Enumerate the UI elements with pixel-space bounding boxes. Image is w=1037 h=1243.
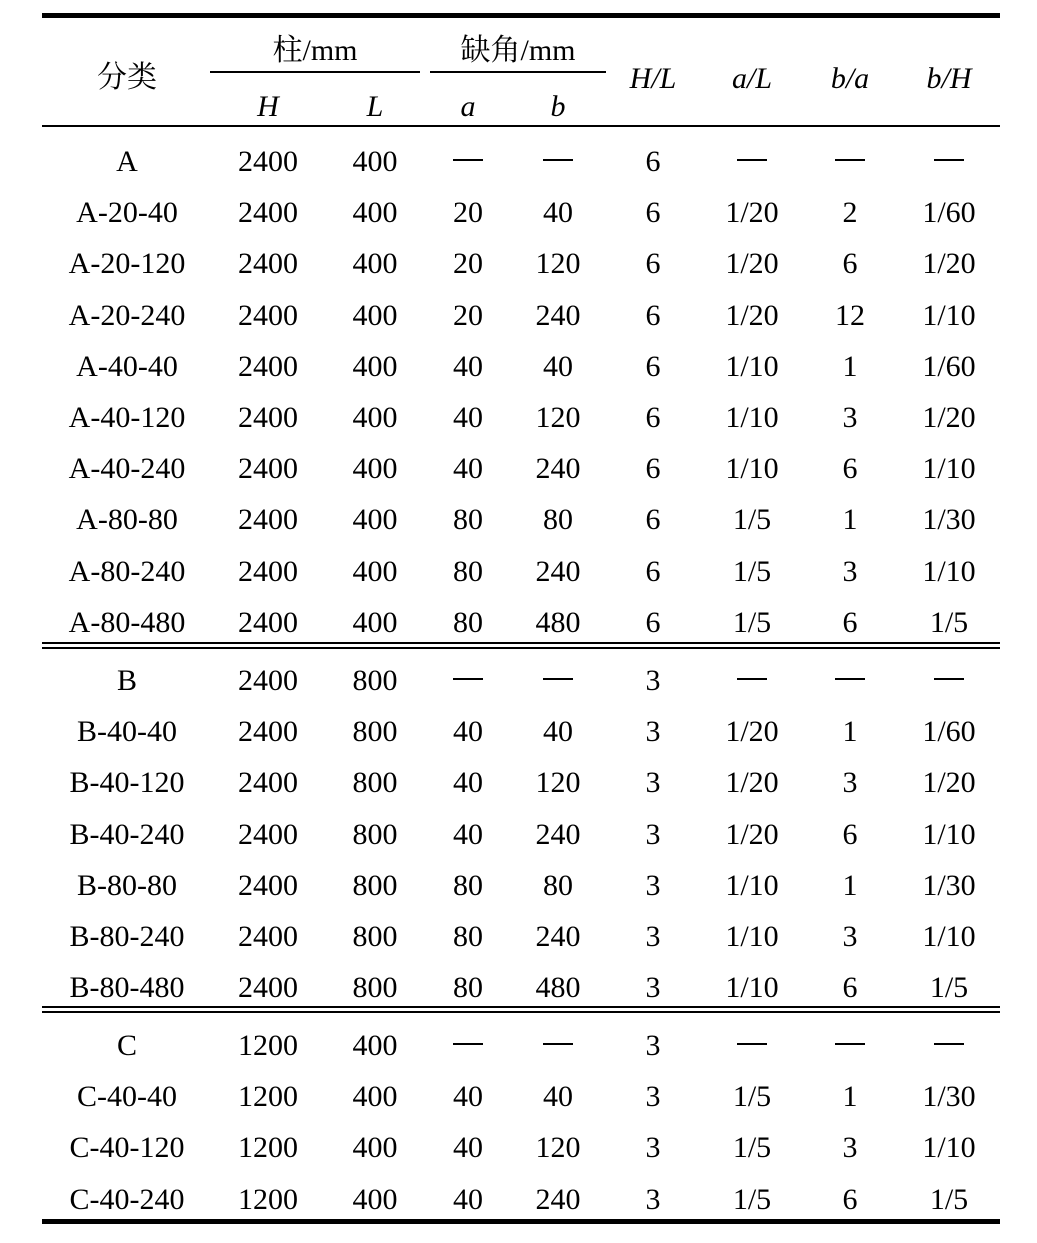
cell-b: 240: [535, 920, 581, 953]
cell-specimen: B-40-40: [77, 715, 177, 748]
cell-ba: [800, 1029, 900, 1063]
cell-H: 1200: [238, 1029, 298, 1062]
cell-a: 40: [453, 715, 483, 748]
cell-b: 120: [535, 247, 581, 280]
cell-bH: 1/30: [922, 1080, 976, 1113]
cell-aL: 1/5: [732, 555, 772, 588]
group-separator-rule: [42, 642, 1000, 644]
cell-ba: 6: [842, 452, 858, 485]
cell-L: 800: [352, 869, 398, 902]
cell-HL: 3: [645, 920, 661, 953]
cell-b: 80: [543, 869, 573, 902]
cell-b: 240: [535, 555, 581, 588]
cell-HL: 6: [645, 606, 661, 639]
dash-mark: [453, 159, 483, 161]
cell-b: 480: [535, 971, 581, 1004]
table-top-rule: [42, 13, 1000, 18]
cell-bH: [894, 1029, 1004, 1063]
cell-HL: 3: [645, 664, 661, 697]
cell-L: 800: [352, 664, 398, 697]
cell-specimen: A-40-120: [68, 401, 186, 434]
cell-L: 400: [352, 555, 398, 588]
cell-a: 40: [453, 766, 483, 799]
cell-HL: 3: [645, 1080, 661, 1113]
header-notch-group-rule: [430, 71, 606, 73]
cell-specimen: A-20-40: [76, 196, 178, 229]
cell-aL: 1/5: [732, 1183, 772, 1216]
cell-b: 240: [535, 1183, 581, 1216]
cell-L: 400: [352, 350, 398, 383]
header-column-group-rule: [210, 71, 420, 73]
cell-bH: 1/5: [929, 1183, 969, 1216]
cell-L: 400: [352, 452, 398, 485]
cell-specimen: B-80-480: [69, 971, 185, 1004]
cell-b: 240: [535, 818, 581, 851]
cell-a: 80: [453, 503, 483, 536]
cell-L: 800: [352, 920, 398, 953]
cell-H: 2400: [238, 452, 298, 485]
cell-bH: 1/10: [922, 1131, 976, 1164]
cell-HL: 6: [645, 503, 661, 536]
cell-L: 800: [352, 715, 398, 748]
header-ratio-ba: b/a: [830, 62, 870, 95]
cell-ba: 3: [842, 766, 858, 799]
cell-bH: 1/20: [922, 247, 976, 280]
cell-ba: 6: [842, 247, 858, 280]
cell-ba: 3: [842, 1131, 858, 1164]
cell-b: 40: [543, 350, 573, 383]
cell-HL: 3: [645, 1029, 661, 1062]
dash-mark: [737, 159, 767, 161]
cell-ba: [800, 145, 900, 179]
cell-ba: 2: [842, 196, 858, 229]
cell-HL: 6: [645, 555, 661, 588]
cell-L: 400: [352, 196, 398, 229]
cell-L: 400: [352, 401, 398, 434]
cell-aL: 1/10: [725, 971, 779, 1004]
cell-aL: 1/20: [725, 196, 779, 229]
cell-aL: 1/20: [725, 818, 779, 851]
cell-aL: 1/20: [725, 766, 779, 799]
cell-H: 2400: [238, 401, 298, 434]
cell-H: 2400: [238, 920, 298, 953]
cell-H: 2400: [238, 247, 298, 280]
cell-HL: 6: [645, 299, 661, 332]
cell-ba: 6: [842, 971, 858, 1004]
dash-mark: [453, 1043, 483, 1045]
header-notch-group: 缺角/mm: [460, 34, 576, 67]
cell-HL: 6: [645, 196, 661, 229]
cell-H: 2400: [238, 971, 298, 1004]
cell-a: 20: [453, 196, 483, 229]
cell-bH: 1/60: [922, 715, 976, 748]
dash-mark: [737, 678, 767, 680]
cell-aL: 1/10: [725, 869, 779, 902]
cell-HL: 6: [645, 452, 661, 485]
cell-b: 40: [543, 196, 573, 229]
cell-a: 40: [453, 452, 483, 485]
cell-a: 80: [453, 920, 483, 953]
cell-L: 400: [352, 1183, 398, 1216]
header-bottom-rule: [42, 125, 1000, 127]
cell-H: 2400: [238, 606, 298, 639]
dash-mark: [934, 159, 964, 161]
cell-H: 1200: [238, 1131, 298, 1164]
cell-bH: 1/10: [922, 452, 976, 485]
cell-a: 40: [453, 1131, 483, 1164]
cell-ba: 6: [842, 818, 858, 851]
header-col-L: L: [366, 90, 384, 123]
cell-ba: 1: [842, 1080, 858, 1113]
cell-H: 2400: [238, 869, 298, 902]
header-column-group: 柱/mm: [272, 34, 358, 67]
cell-a: 20: [453, 299, 483, 332]
cell-bH: 1/5: [929, 971, 969, 1004]
cell-a: 80: [453, 606, 483, 639]
dash-mark: [543, 159, 573, 161]
cell-H: 2400: [238, 145, 298, 178]
cell-L: 800: [352, 766, 398, 799]
cell-a: 40: [453, 818, 483, 851]
cell-HL: 3: [645, 715, 661, 748]
cell-ba: 3: [842, 555, 858, 588]
cell-HL: 3: [645, 869, 661, 902]
cell-aL: 1/20: [725, 247, 779, 280]
cell-H: 2400: [238, 766, 298, 799]
cell-b: [508, 1029, 608, 1063]
cell-b: 120: [535, 401, 581, 434]
cell-b: 120: [535, 1131, 581, 1164]
cell-L: 400: [352, 1080, 398, 1113]
dash-mark: [934, 1043, 964, 1045]
cell-b: 120: [535, 766, 581, 799]
cell-a: 20: [453, 247, 483, 280]
cell-specimen: B-80-80: [77, 869, 177, 902]
cell-specimen: A-20-240: [68, 299, 186, 332]
cell-bH: 1/30: [922, 503, 976, 536]
cell-aL: [697, 145, 807, 179]
cell-L: 800: [352, 818, 398, 851]
cell-b: [508, 145, 608, 179]
cell-bH: 1/10: [922, 818, 976, 851]
header-col-a: a: [460, 90, 476, 123]
cell-b: [508, 664, 608, 698]
cell-L: 400: [352, 606, 398, 639]
header-ratio-bH: b/H: [926, 62, 972, 95]
cell-b: 240: [535, 452, 581, 485]
cell-specimen: A: [116, 145, 138, 178]
group-separator-rule: [42, 647, 1000, 649]
cell-specimen: B-40-120: [69, 766, 185, 799]
cell-a: [418, 664, 518, 698]
cell-bH: 1/10: [922, 299, 976, 332]
cell-H: 1200: [238, 1183, 298, 1216]
cell-a: 40: [453, 1183, 483, 1216]
dash-mark: [543, 1043, 573, 1045]
cell-specimen: C-40-120: [69, 1131, 185, 1164]
cell-specimen: C-40-240: [69, 1183, 185, 1216]
cell-ba: 1: [842, 350, 858, 383]
cell-bH: 1/60: [922, 196, 976, 229]
cell-ba: 1: [842, 869, 858, 902]
cell-specimen: A-80-80: [76, 503, 178, 536]
cell-specimen: A-40-40: [76, 350, 178, 383]
cell-specimen: A-80-240: [68, 555, 186, 588]
cell-a: 40: [453, 401, 483, 434]
header-col-H: H: [257, 90, 279, 123]
cell-aL: 1/20: [725, 299, 779, 332]
cell-specimen: C: [116, 1029, 137, 1062]
cell-ba: 1: [842, 503, 858, 536]
cell-H: 2400: [238, 299, 298, 332]
cell-a: 40: [453, 350, 483, 383]
cell-specimen: A-40-240: [68, 452, 186, 485]
cell-a: 80: [453, 555, 483, 588]
cell-bH: 1/20: [922, 401, 976, 434]
cell-bH: 1/30: [922, 869, 976, 902]
cell-HL: 6: [645, 145, 661, 178]
cell-H: 2400: [238, 715, 298, 748]
cell-aL: 1/10: [725, 350, 779, 383]
cell-L: 400: [352, 503, 398, 536]
cell-H: 2400: [238, 555, 298, 588]
cell-bH: 1/20: [922, 766, 976, 799]
cell-HL: 3: [645, 1183, 661, 1216]
header-col-b: b: [550, 90, 566, 123]
group-separator-rule: [42, 1006, 1000, 1008]
cell-L: 800: [352, 971, 398, 1004]
cell-L: 400: [352, 247, 398, 280]
cell-b: 80: [543, 503, 573, 536]
cell-a: 40: [453, 1080, 483, 1113]
cell-specimen: B-40-240: [69, 818, 185, 851]
cell-a: 80: [453, 869, 483, 902]
cell-aL: 1/5: [732, 503, 772, 536]
cell-L: 400: [352, 1029, 398, 1062]
header-ratio-aL: a/L: [731, 62, 773, 95]
cell-aL: 1/20: [725, 715, 779, 748]
dash-mark: [453, 678, 483, 680]
cell-aL: 1/10: [725, 452, 779, 485]
cell-bH: 1/10: [922, 920, 976, 953]
dash-mark: [543, 678, 573, 680]
cell-L: 400: [352, 145, 398, 178]
cell-ba: [800, 664, 900, 698]
cell-HL: 3: [645, 1131, 661, 1164]
cell-aL: 1/10: [725, 920, 779, 953]
cell-aL: 1/5: [732, 1080, 772, 1113]
cell-bH: 1/60: [922, 350, 976, 383]
cell-HL: 3: [645, 971, 661, 1004]
cell-H: 2400: [238, 503, 298, 536]
dash-mark: [934, 678, 964, 680]
dash-mark: [835, 159, 865, 161]
cell-a: [418, 145, 518, 179]
dash-mark: [835, 1043, 865, 1045]
cell-L: 400: [352, 1131, 398, 1164]
cell-specimen: B-80-240: [69, 920, 185, 953]
cell-HL: 6: [645, 247, 661, 280]
cell-ba: 1: [842, 715, 858, 748]
cell-specimen: B: [116, 664, 137, 697]
dash-mark: [737, 1043, 767, 1045]
header-ratio-HL: H/L: [629, 62, 677, 95]
cell-H: 2400: [238, 196, 298, 229]
cell-bH: 1/10: [922, 555, 976, 588]
cell-specimen: A-80-480: [68, 606, 186, 639]
dash-mark: [835, 678, 865, 680]
cell-L: 400: [352, 299, 398, 332]
cell-HL: 6: [645, 350, 661, 383]
cell-aL: 1/5: [732, 1131, 772, 1164]
cell-aL: 1/5: [732, 606, 772, 639]
cell-ba: 3: [842, 401, 858, 434]
cell-ba: 3: [842, 920, 858, 953]
table-bottom-rule: [42, 1219, 1000, 1224]
cell-b: 40: [543, 1080, 573, 1113]
cell-b: 40: [543, 715, 573, 748]
parameter-table: [42, 0, 1000, 1243]
cell-b: 480: [535, 606, 581, 639]
cell-H: 2400: [238, 818, 298, 851]
cell-a: [418, 1029, 518, 1063]
group-separator-rule: [42, 1011, 1000, 1013]
header-category: 分类: [97, 61, 157, 94]
cell-ba: 6: [842, 606, 858, 639]
cell-HL: 3: [645, 766, 661, 799]
cell-HL: 6: [645, 401, 661, 434]
cell-bH: [894, 664, 1004, 698]
cell-bH: 1/5: [929, 606, 969, 639]
cell-aL: [697, 1029, 807, 1063]
cell-aL: 1/10: [725, 401, 779, 434]
cell-H: 2400: [238, 350, 298, 383]
cell-a: 80: [453, 971, 483, 1004]
cell-specimen: A-20-120: [68, 247, 186, 280]
cell-ba: 6: [842, 1183, 858, 1216]
cell-specimen: C-40-40: [77, 1080, 177, 1113]
cell-aL: [697, 664, 807, 698]
cell-HL: 3: [645, 818, 661, 851]
cell-H: 2400: [238, 664, 298, 697]
cell-ba: 12: [835, 299, 865, 332]
cell-H: 1200: [238, 1080, 298, 1113]
cell-bH: [894, 145, 1004, 179]
cell-b: 240: [535, 299, 581, 332]
